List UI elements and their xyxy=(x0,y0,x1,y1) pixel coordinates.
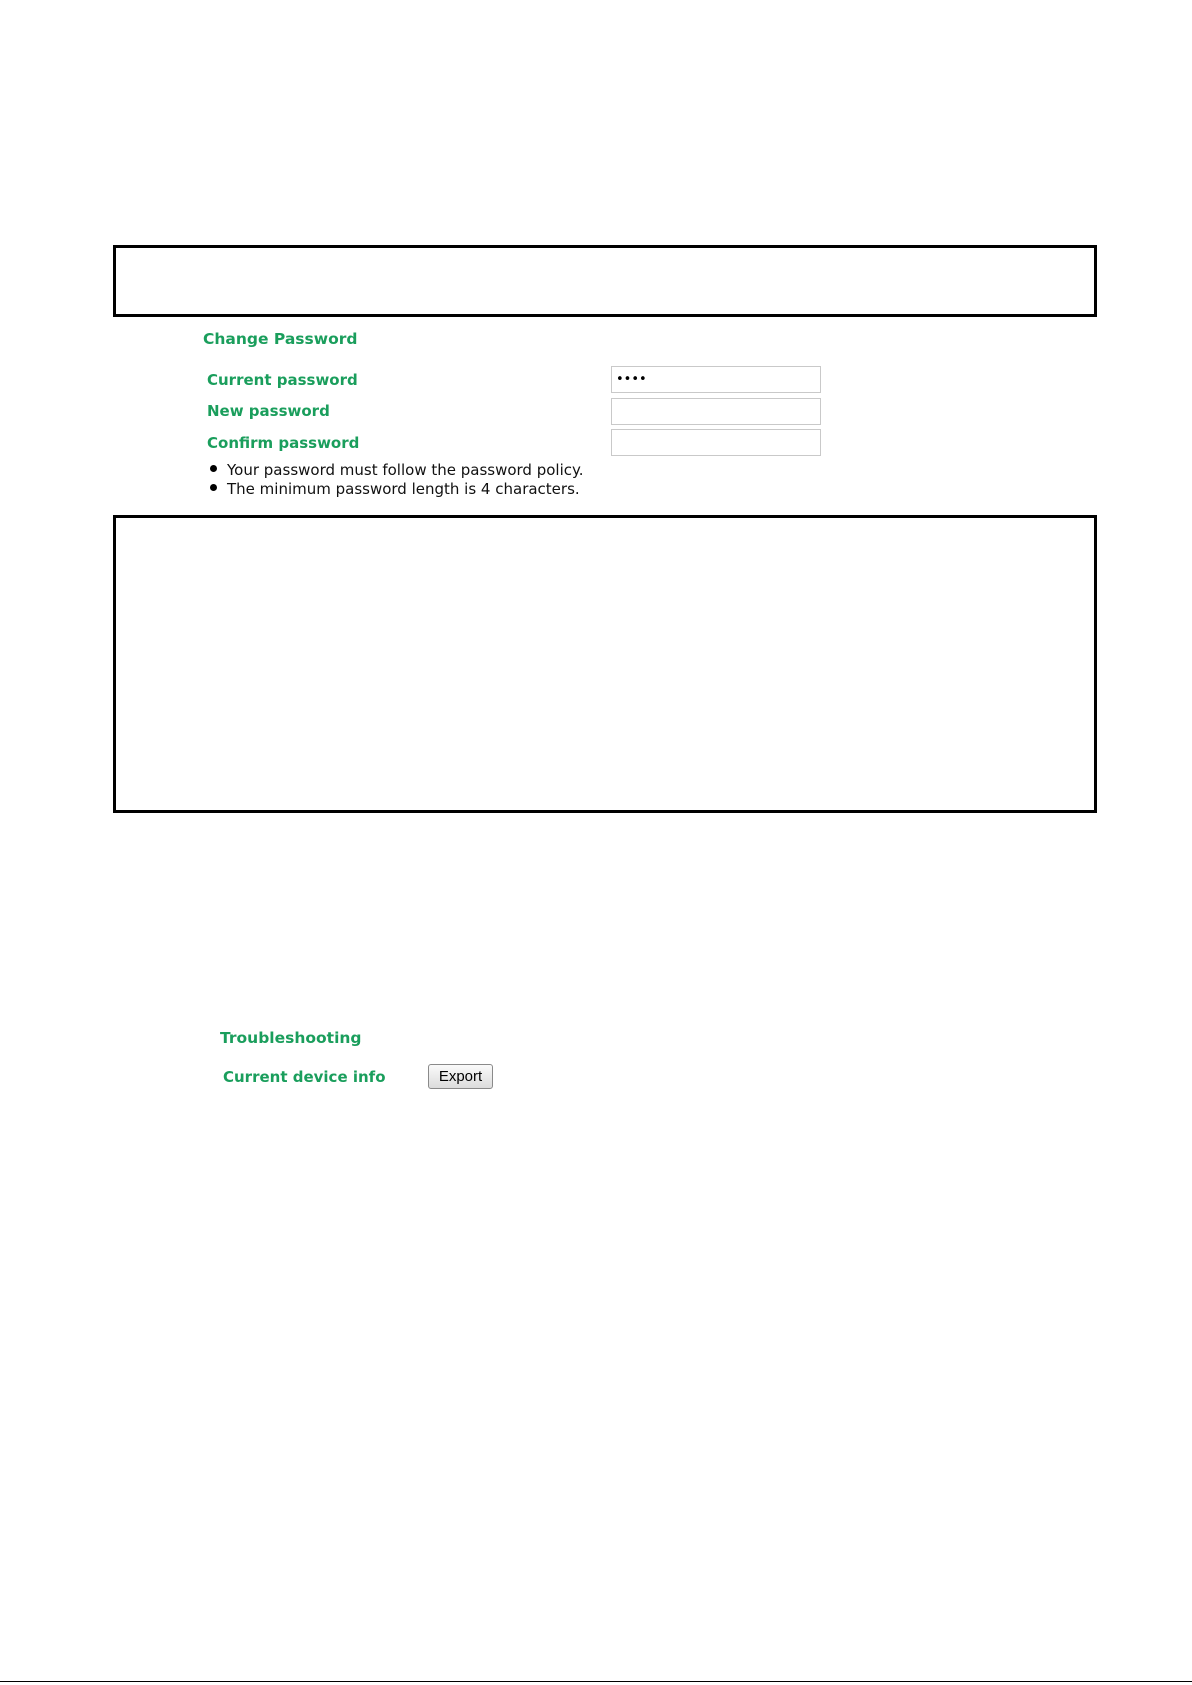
export-button[interactable]: Export xyxy=(428,1064,493,1089)
password-length-text: The minimum password length is 4 characters. xyxy=(227,480,580,498)
page-footer-rule xyxy=(0,1681,1192,1682)
troubleshooting-title: Troubleshooting xyxy=(220,1029,362,1047)
confirm-password-input[interactable] xyxy=(611,429,821,456)
current-password-label: Current password xyxy=(207,371,358,389)
frame-divider xyxy=(113,314,1097,317)
empty-frame-middle xyxy=(113,515,1097,813)
password-policy-text: Your password must follow the password policy. xyxy=(227,461,584,479)
bullet-icon xyxy=(210,465,217,472)
password-policy-note xyxy=(210,461,584,479)
password-length-note xyxy=(210,480,580,498)
change-password-title: Change Password xyxy=(203,330,358,348)
current-device-info-label: Current device info xyxy=(223,1068,386,1086)
bullet-icon xyxy=(210,484,217,491)
new-password-label: New password xyxy=(207,402,330,420)
current-password-input[interactable] xyxy=(611,366,821,393)
confirm-password-label: Confirm password xyxy=(207,434,360,452)
empty-frame-top xyxy=(113,245,1097,317)
new-password-input[interactable] xyxy=(611,398,821,425)
